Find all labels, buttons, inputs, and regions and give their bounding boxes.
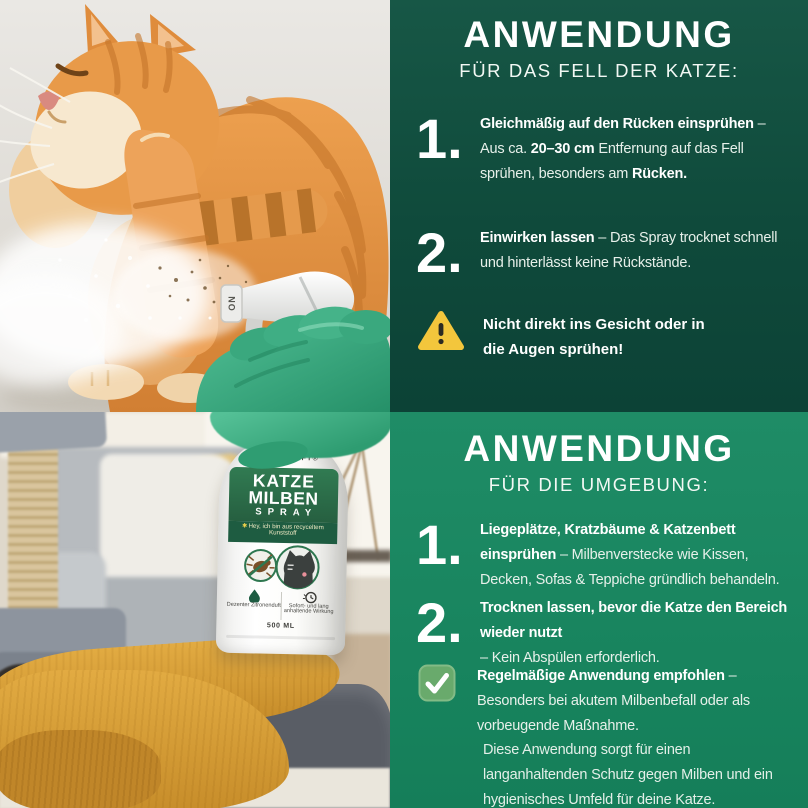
step-line [483, 312, 705, 337]
photo-living-room [0, 412, 390, 808]
bottle-volume: 500 ML [266, 621, 295, 630]
cat-scratching-art [0, 0, 390, 412]
warning-note [418, 310, 705, 362]
text-segment: Entfernung auf das Fell [594, 141, 744, 157]
step-line [480, 251, 777, 276]
step-number: 2. [416, 221, 463, 284]
text-segment: – [724, 668, 737, 684]
step-number: 2. [416, 591, 463, 654]
duration-clock-icon [301, 590, 316, 603]
step-line [477, 664, 750, 689]
bottle-recycle-band [228, 521, 337, 544]
text-segment: Trocknen lassen, bevor die Katze den Bereich [480, 600, 788, 616]
text-segment: 20–30 cm [530, 141, 595, 157]
panel-title: ANWENDUNG [463, 428, 735, 469]
panel-subtitle: FÜR DIE UMGEBUNG: [488, 474, 710, 495]
checkmark-icon [418, 664, 456, 707]
step-line [480, 226, 777, 251]
text-segment: Besonders bei akutem Milbenbefall oder als [477, 693, 750, 709]
nozzle-on-label: ON [227, 295, 237, 311]
text-segment: Aus ca. [480, 141, 531, 157]
step-1-fell [416, 108, 766, 187]
step-1-umgebung [416, 514, 779, 593]
panel-anwendung-fell [390, 0, 808, 412]
panel-title: ANWENDUNG [463, 14, 735, 55]
cat-icon [273, 543, 322, 592]
warning-triangle-icon [418, 310, 464, 357]
photo-cat-scratching [0, 0, 390, 412]
step-number: 1. [416, 107, 463, 170]
spray-bottle [216, 439, 349, 656]
text-segment: die Augen sprühen! [483, 341, 624, 358]
step-line [480, 112, 766, 137]
step-text [480, 108, 766, 187]
text-segment: – [753, 116, 766, 132]
warning-text [483, 310, 705, 362]
text-segment: Regelmäßige Anwendung empfohlen [477, 668, 725, 684]
step-line [480, 621, 787, 646]
step-2-fell [416, 222, 777, 284]
text-segment: Rücken. [631, 166, 687, 182]
mustard-blanket-fold [0, 730, 161, 808]
step-line [480, 137, 766, 162]
step-line [480, 568, 779, 593]
text-segment: – Das Spray trocknet schnell [594, 230, 778, 246]
text-segment: Liegeplätze, Kratzbäume & Katzenbett [480, 522, 736, 538]
step-line [480, 162, 766, 187]
text-segment: Diese Anwendung sorgt für einen [483, 742, 691, 758]
check-text [477, 664, 750, 739]
text-segment: Decken, Sofas & Teppiche gründlich behandeln. [480, 572, 780, 588]
bottle-badges [227, 542, 337, 592]
feature-effect: Sofort- und lang anhaltende Wirkung [282, 590, 336, 609]
bottle-label-green [229, 467, 339, 523]
step-line [483, 763, 773, 788]
step-line [483, 738, 773, 763]
cat-tree-platform-top [0, 412, 107, 453]
recycle-note: Kunststoff [268, 529, 297, 537]
sparkle-icon: ✱ [241, 522, 248, 530]
text-segment: einsprühen [480, 547, 557, 563]
text-segment: vorbeugende Maßnahme. [477, 718, 639, 734]
step-line [480, 596, 787, 621]
text-segment: – Milbenverstecke wie Kissen, [556, 547, 749, 563]
panel-anwendung-umgebung [390, 412, 808, 808]
text-segment: Nicht direkt ins Gesicht oder in [483, 316, 705, 333]
text-segment: langanhaltenden Schutz gegen Milben und ein [483, 767, 773, 783]
text-segment: – Kein Abspülen erforderlich. [480, 650, 660, 666]
text-segment: sprühen, besonders am [480, 166, 632, 182]
bottle-title-line3: SPRAY [255, 506, 318, 519]
step-line [477, 689, 750, 714]
step-line [483, 788, 773, 808]
bottle-title-line2: MILBEN [248, 487, 319, 509]
step-text [480, 592, 787, 671]
step-line [480, 543, 779, 568]
step-text [480, 222, 777, 284]
bottle-title-line1: KATZE [252, 470, 316, 492]
bottle-features [226, 589, 336, 623]
step-2-umgebung [416, 592, 787, 671]
text-segment: wieder nutzt [480, 625, 563, 641]
step-line [480, 518, 779, 543]
text-segment: hygienisches Umfeld für deine Katze. [483, 792, 716, 808]
closing-paragraph [483, 738, 773, 808]
panel-subtitle: FÜR DAS FELL DER KATZE: [459, 60, 739, 81]
text-segment: Gleichmäßig auf den Rücken einsprühen [480, 116, 754, 132]
text-segment: Einwirken lassen [480, 230, 595, 246]
step-text [480, 514, 779, 593]
feature-scent: Dezenter Zitronenduft [227, 589, 281, 608]
step-line [483, 337, 705, 362]
check-note [418, 664, 750, 739]
step-line [477, 714, 750, 739]
recycle-note: Hey, ich bin aus recyceltem [248, 522, 324, 532]
step-number: 1. [416, 513, 463, 576]
scent-drop-icon [248, 589, 259, 602]
text-segment: und hinterlässt keine Rückstände. [480, 255, 692, 271]
